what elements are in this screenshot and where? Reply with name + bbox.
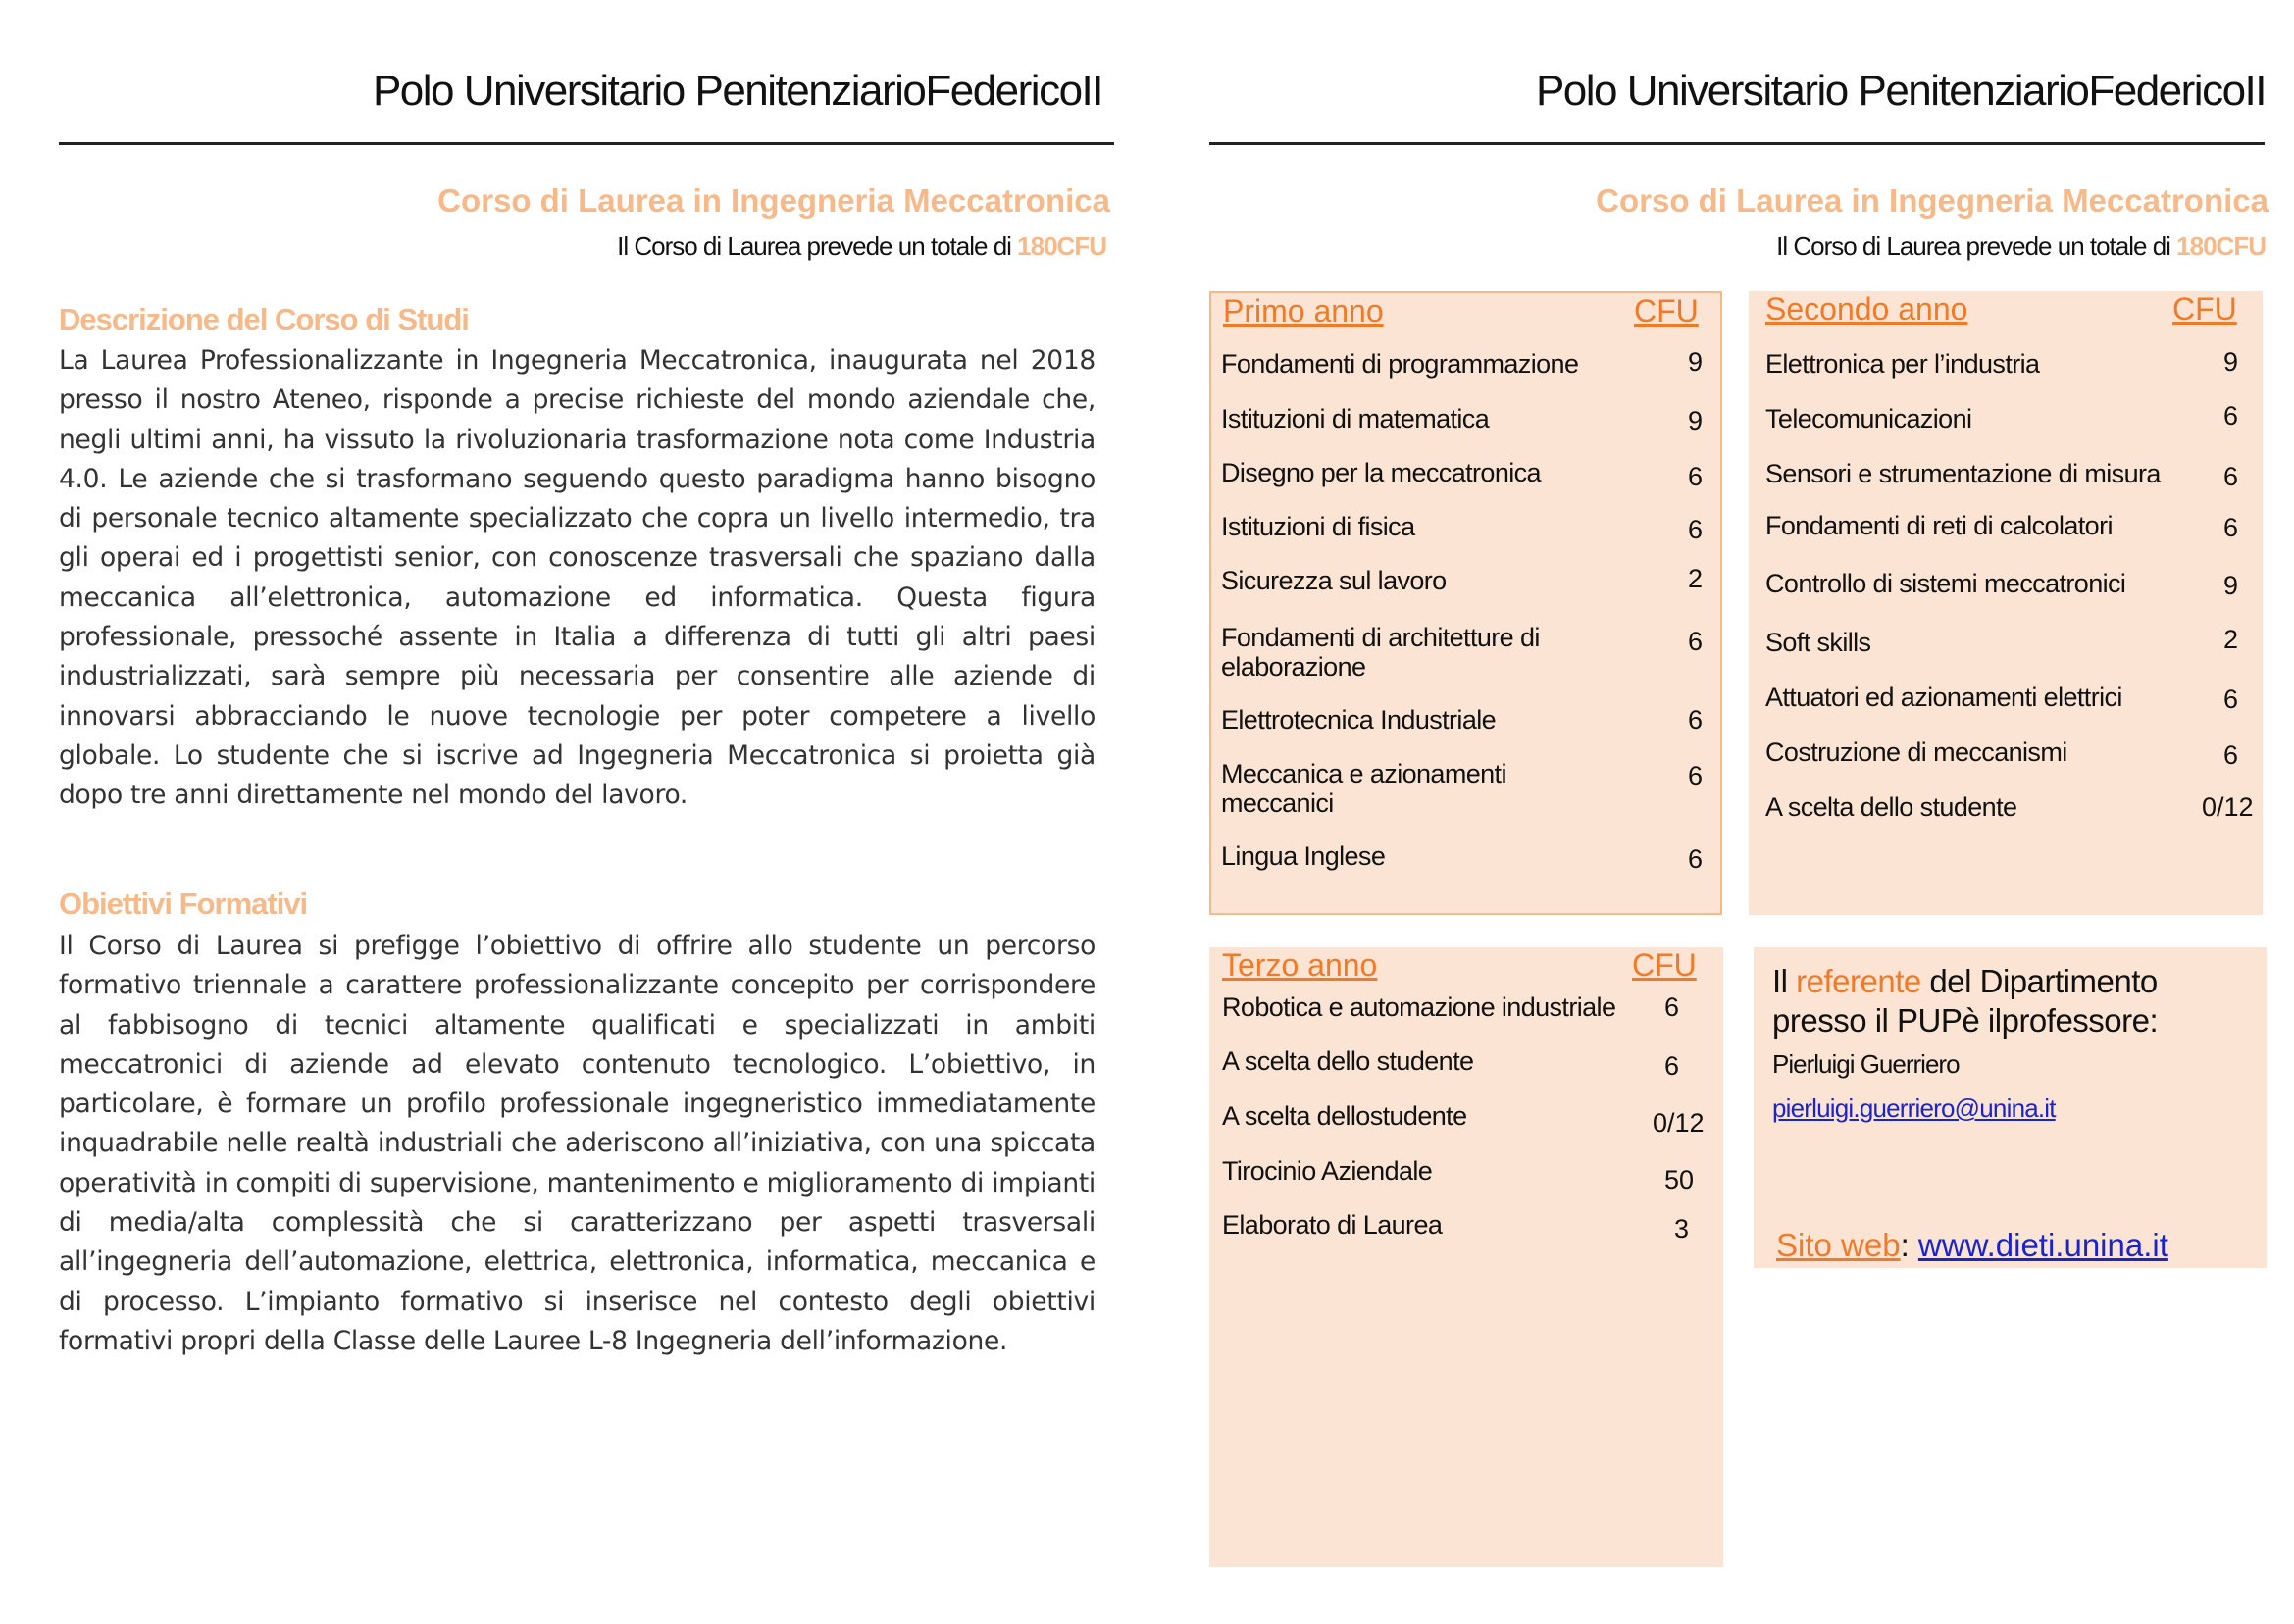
course-cfu: 50 (1664, 1165, 1695, 1194)
course-cfu: 6 (2223, 401, 2239, 431)
course-subtitle (224, 231, 1106, 262)
course-cfu: 6 (2223, 513, 2239, 542)
course-cfu: 6 (1664, 992, 1680, 1022)
course-name: Elaborato di Laurea (1222, 1210, 1443, 1240)
referente-accent: referente (1796, 963, 1921, 999)
course-name: Telecomunicazioni (1765, 404, 1972, 433)
course-cfu: 0/12 (2202, 792, 2254, 822)
referente-box (1754, 947, 2267, 1268)
site-web-separator: : (1900, 1227, 1910, 1263)
obiettivi-heading: Obiettivi Formativi (59, 887, 308, 921)
secondo-anno-box (1749, 291, 2263, 915)
course-cfu: 3 (1674, 1214, 1690, 1243)
terzo-anno-heading: Terzo anno (1222, 947, 1378, 983)
course-total-cfu: 180CFU (2176, 231, 2266, 261)
terzo-anno-cfu-heading: CFU (1632, 947, 1697, 983)
site-web-link[interactable]: www.dieti.unina.it (1917, 1227, 2168, 1263)
course-cfu: 2 (2223, 625, 2239, 654)
course-name: A scelta dello studente (1765, 792, 2017, 822)
right-page (1147, 0, 2294, 1624)
course-cfu: 0/12 (1653, 1108, 1705, 1138)
course-name: Lingua Inglese (1221, 841, 1386, 871)
course-name: A scelta dellostudente (1222, 1101, 1467, 1131)
course-title: Corso di Laurea in Ingegneria Meccatronica (437, 182, 1110, 219)
course-cfu: 6 (1688, 761, 1704, 790)
course-name: Elettrotecnica Industriale (1221, 705, 1497, 735)
site-web-line (1776, 1227, 2168, 1264)
course-cfu: 6 (2223, 685, 2239, 714)
header-title: Polo Universitario PenitenziarioFedericoII (1535, 67, 2266, 115)
course-name: Fondamenti di reti di calcolatori (1765, 511, 2113, 540)
course-cfu: 6 (2223, 740, 2239, 770)
course-name: Fondamenti di architetture di elaborazione (1221, 623, 1540, 682)
course-name: Attuatori ed azionamenti elettrici (1765, 683, 2122, 712)
terzo-anno-box (1209, 947, 1723, 1567)
course-name: Controllo di sistemi meccatronici (1765, 569, 2126, 598)
obiettivi-text: Il Corso di Laurea si prefigge l’obiettivo di offrire allo studente un percorso formativo triennale a carattere professionalizzante concepito per corrispondere al fabbisogno di tecnici altamente qualificati e specializzati in ambiti meccatronici di aziende ad elevato contenuto tecnologico. L’obiettivo, in particolare, è formare un profilo professionale ingegneristico immediatamente inquadrabile nelle realtà industriali che aderiscono all’iniziativa, con una spiccata operatività in compiti di supervisione, mantenimento e miglioramento di impianti di media/alta complessità che si caratterizzano per aspetti trasversali all’ingegneria dell’automazione, elettrica, elettronica, informatica, meccanica e di processo. L’impianto formativo si inserisce nel contesto degli obiettivi formativi propri della Classe delle Lauree L-8 Ingegneria dell’informazione. (59, 931, 1096, 1356)
course-cfu: 6 (1688, 462, 1704, 491)
course-subtitle-text: Il Corso di Laurea prevede un totale di (1776, 231, 2177, 261)
course-name: Sicurezza sul lavoro (1221, 566, 1447, 595)
primo-anno-cfu-heading: CFU (1634, 293, 1699, 329)
primo-anno-box (1209, 291, 1722, 915)
secondo-anno-heading: Secondo anno (1765, 291, 1968, 327)
header-title: Polo Universitario PenitenziarioFedericoII (372, 67, 1102, 115)
course-name: Sensori e strumentazione di misura (1765, 459, 2161, 488)
course-name: Elettronica per l’industria (1765, 349, 2040, 379)
course-name: Fondamenti di programmazione (1221, 349, 1579, 379)
course-subtitle-text: Il Corso di Laurea prevede un totale di (617, 231, 1018, 261)
course-name: Costruzione di meccanismi (1765, 737, 2067, 767)
course-name: Meccanica e azionamenti meccanici (1221, 759, 1506, 818)
course-cfu: 6 (1688, 705, 1704, 735)
referente-email-link[interactable]: pierluigi.guerriero@unina.it (1772, 1093, 2056, 1123)
header-divider (59, 142, 1114, 145)
course-name: Istituzioni di matematica (1221, 404, 1490, 433)
course-name: Disegno per la meccatronica (1221, 458, 1541, 487)
referente-prefix: Il (1772, 963, 1797, 999)
course-subtitle (1383, 231, 2266, 262)
course-cfu: 6 (2223, 462, 2239, 491)
course-cfu: 6 (1688, 844, 1704, 874)
course-cfu: 6 (1688, 627, 1704, 656)
course-name: Istituzioni di fisica (1221, 512, 1415, 541)
course-cfu: 9 (1688, 406, 1704, 435)
course-cfu: 9 (1688, 347, 1704, 377)
header-divider (1209, 142, 2265, 145)
course-total-cfu: 180CFU (1017, 231, 1106, 261)
course-name: Robotica e automazione industriale (1222, 992, 1616, 1022)
course-cfu: 9 (2223, 347, 2239, 377)
referente-line-1 (1772, 963, 2158, 1000)
course-cfu: 6 (1688, 515, 1704, 544)
secondo-anno-cfu-heading: CFU (2172, 291, 2237, 327)
descrizione-heading: Descrizione del Corso di Studi (59, 302, 469, 336)
descrizione-text: La Laurea Professionalizzante in Ingegneria Meccatronica, inaugurata nel 2018 presso il nostro Ateneo, risponde a precise richieste del mondo aziendale che, negli ultimi anni, ha vissuto la rivoluzionaria trasformazione nota come Industria 4.0. Le aziende che si trasformano seguendo questo paradigma hanno bisogno di personale tecnico altamente specializzato che copra un livello intermedio, tra gli operai ed i progettisti senior, con conoscenze trasversali che spaziano dalla meccanica all’elettronica, automazione ed informatica. Questa figura professionale, pressoché assente in Italia a differenza di tutti gli altri paesi industrializzati, sarà sempre più necessaria per consentire alle aziende di innovarsi abbracciando le nuove tecnologie per poter competere a livello globale. Lo studente che si iscrive ad Ingegneria Meccatronica si proietta già dopo tre anni direttamente nel mondo del lavoro. (59, 345, 1096, 811)
course-cfu: 9 (2223, 571, 2239, 600)
primo-anno-heading: Primo anno (1223, 293, 1384, 329)
course-name: A scelta dello studente (1222, 1046, 1474, 1076)
course-cfu: 2 (1688, 564, 1704, 593)
course-cfu: 6 (1664, 1051, 1680, 1081)
referente-line-2: presso il PUPè ilprofessore: (1772, 1002, 2159, 1039)
referente-suffix: del Dipartimento (1920, 963, 2158, 999)
referente-name: Pierluigi Guerriero (1772, 1049, 1960, 1079)
site-web-label: Sito web (1776, 1227, 1901, 1263)
course-name: Tirocinio Aziendale (1222, 1156, 1433, 1186)
course-name: Soft skills (1765, 628, 1871, 657)
course-title: Corso di Laurea in Ingegneria Meccatronica (1596, 182, 2269, 219)
